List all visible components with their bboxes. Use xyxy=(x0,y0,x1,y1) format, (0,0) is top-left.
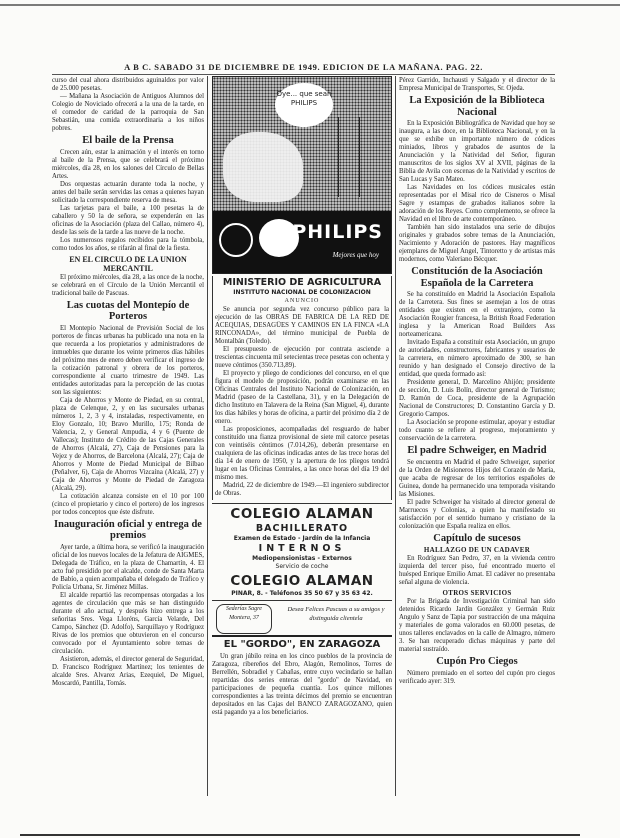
headline-inauguracion: Inauguración oficial y entrega de premios xyxy=(54,518,202,541)
paragraph: En Rodríguez San Pedro, 37, en la vivienda centro izquierda del tercer piso, fué encontrado muerto el huésped Enrique Emilio Amat. El cadáver no presentaba señal alguna de violencia. xyxy=(399,555,555,586)
left-column xyxy=(52,77,204,688)
paragraph: El presupuesto de ejecución por contrata asciende a trescientas cincuenta mil setecientas trece pesetas con ochenta y nueve céntimos (350.713,89). xyxy=(215,346,389,369)
paragraph: Las proposiciones, acompañadas del resguardo de haber constituído una fianza provisional de siete mil catorce pesetas con veintiséis céntimos (7.014,26), deberán presentarse en cualquiera de las oficinas indicadas antes de las trece horas del día 14 de enero de 1950, y la apertura de los pliegos tendrá lugar en las Oficinas Centrales, a las once horas del día 19 del mismo mes. xyxy=(215,426,389,481)
column-rule xyxy=(395,76,396,796)
paragraph: Pérez Garrido, Inchausti y Salgado y el director de la Empresa Municipal de Transportes, Sr. Ojeda. xyxy=(399,77,555,92)
gordo-article xyxy=(212,635,392,717)
paragraph: Los numerosos regalos recibidos para la tómbola, como todos los años, se rifarán al final de la fiesta. xyxy=(52,236,204,252)
paragraph: Un gran júbilo reina en los cinco pueblos de la provincia de Zaragoza, ribereños del Ebro, Alagón, Remolinos, Torres de Berrellén, Sobradiel y Cabañas, entre cuyo vecindario se hallan repartidas dos series enteras del "gordo" de Navidad, en participaciones de pequeña cuantía. Los quince millones correspondientes a las treinta décimos del premio se encuentran depositados en las Cajas del BANCO ZARAGOZANO, quien está pagando ya a los beneficiarios. xyxy=(212,653,392,716)
headline-montepio: Las cuotas del Montepío de Porteros xyxy=(66,299,190,322)
bachillerato: BACHILLERATO xyxy=(255,523,349,534)
colegio-alaman-advertisement xyxy=(212,503,392,601)
paragraph: Caja de Ahorros y Monte de Piedad, en su central, plaza de Celenque, 2, y en las sucursales urbanas números 1, 2, 3 y 4, instaladas, respectivamente, en Eloy Gonzalo, 10; Bravo Murillo, 175; Ronda de Valencia, 2, y General Ampudia, 4 y 6 (Puente de Vallecas); Instituto de Crédito de las Cajas Generales de Ahorros (Alcalá, 27), Caja de Pensiones para la Vejez y de Ahorros, de Barcelona (Alcalá, 27); Caja de Ahorros y Monte de Piedad Municipal de Bilbao (Peñalver, 6), Caja de Ahorros Vizcaína (Alcalá, 27) y Caja de Ahorros y Monte de Piedad de Zaragoza (Alcalá, 29). xyxy=(52,396,204,492)
headline-gordo: EL "GORDO", EN ZARAGOZA xyxy=(212,635,392,651)
paragraph: Presidente general, D. Marcelino Ahijón; presidente de sección, D. Luis Bolín, director general de Turismo; D. Ramón de Coca, presidente de la Agrupación Nacional de Constructores; D. Constantino García y D. Gregorio Campos. xyxy=(399,379,555,418)
sederias-logo: Sederías Sagre Montera, 37 xyxy=(216,604,272,634)
woman-illustration xyxy=(223,132,303,202)
paragraph: También han sido instalados una serie de dibujos originales y grabados sobre temas de la Anunciación, Nacimiento y Adoración de pastores. Hay magníficos ejemplares de Miguel Angel, Tintoretto y de artistas más modernos, como Valeriano Bécquer. xyxy=(399,224,555,263)
paragraph: Número premiado en el sorteo del cupón pro ciegos verificado ayer: 319. xyxy=(399,669,555,685)
examen-line: Examen de Estado - Jardín de la Infancia xyxy=(233,535,371,542)
paragraph: El próximo miércoles, día 28, a las once de la noche, se celebrará en el Círculo de la Unión Mercantil el tradicional baile de Pascuas. xyxy=(52,273,204,297)
paragraph: El alcalde repartió las recompensas otorgadas a los agentes de circulación que más se han distinguido durante el año actual, y después hizo entrega a los señoritas Sres. Vega Lloréns, García Velarde, Del Campo, Sánchez (D. Adolfo), Sarquillayo y Rodríguez Rivas de los premios que obtuvieron en el concurso convocado por el Ayuntamiento sobre temas de circulación. xyxy=(52,591,204,655)
paragraph: Madrid, 22 de diciembre de 1949.—El ingeniero subdirector de Obras. xyxy=(215,482,389,497)
paragraph: En la Exposición Bibliográfica de Navidad que hoy se inaugura, a las doce, en la Biblioteca Nacional, y en la que se exhibe un importante número de códices miniados, libros y grabados de asuntos de la Anunciación y la Natividad del Señor, figuran manuscritos de los siglos XV al XVII, páginas de la Biblia de Avila con escenas de la Natividad y escritos de San Lucas y San Mateo. xyxy=(399,120,555,183)
headline-sucesos: Capítulo de sucesos xyxy=(433,532,521,544)
paragraph: Las Navidades en los códices musicales están representadas por el Misal rico de Cisneros o Misal Sagre y estampas de grabados italianos sobre la adoración de los Reyes. Como complemento, se ofrece la Navidad en el libro de arte contemporáneo. xyxy=(399,184,555,223)
paragraph: curso del cual ahora distribuidos aguinaldos por valor de 25.000 pesetas. xyxy=(52,77,204,92)
column-rule xyxy=(207,76,208,796)
paragraph: Se ha constituído en Madrid la Asociación Española de la Carretera. Sus fines se asemejan a los de otras entidades que existen en el extranjero, como la Asociación Rougier francesa, la British Road Federation inglesa y la American Road Builders Ass norteamericana. xyxy=(399,291,555,338)
page-header: A B C. SABADO 31 DE DICIEMBRE DE 1949. EDICION DE LA MAÑANA. PAG. 22. xyxy=(52,62,555,75)
internos: INTERNOS xyxy=(258,543,346,554)
philips-slogan: Mejores que hoy xyxy=(332,251,379,259)
paragraph: Por la Brigada de Investigación Criminal han sido detenidos Ricardo Jardín González y Germán Ruiz Angulo y Sanz de Tapia por sustracción de una máquina y materiales de goma valorados en 60.000 pesetas, de unos talleres enclavados en la calle de Almagro, número 3. Se han recuperado dichas máquinas y parte del material sustraído. xyxy=(399,598,555,653)
paragraph: Las tarjetas para el baile, a 100 pesetas la de caballero y 50 la de señora, se expenderán en las oficinas de la Asociación (plaza del Callao, número 4), desde las seis de la tarde a las nueve de la noche. xyxy=(52,204,204,236)
headline-schweiger: El padre Schweiger, en Madrid xyxy=(407,445,547,456)
paragraph: Crecen aún, estar la animación y el interés en torno al baile de la Prensa, que se celebrará el próximo miércoles, día 28, en los salones del Círculo de Bellas Artes. xyxy=(52,148,204,180)
headline-baile-prensa: El baile de la Prensa xyxy=(82,135,174,146)
headline-exposicion: La Exposición de la Biblioteca Nacional xyxy=(409,95,545,118)
anuncio-label: ANUNCIO xyxy=(284,298,320,304)
paragraph: Invitado España a constituir esta Asociación, un grupo de autoridades, constructores, fabricantes y usuarios de la carretera, en número aproximado de 300, se han reunido y han designado el Consejo directivo de la entidad, que queda formado así: xyxy=(399,339,555,378)
headline-asociacion-carretera: Constitución de la Asociación Española de la Carretera xyxy=(411,266,543,289)
paragraph: El proyecto y pliego de condiciones del concurso, en el que figura el modelo de proposición, podrán examinarse en las Oficinas Centrales del Instituto Nacional de Colonización, en Madrid (paseo de la Castellana, 31), y en la Delegación de dicho Instituto en Talavera de la Reina (San Miguel, 4), durante los días hábiles y horas de oficina, a partir del próximo día 2 de enero. xyxy=(215,370,389,425)
philips-brand-band xyxy=(213,211,391,273)
headline-cupon: Cupón Pro Ciegos xyxy=(436,656,518,667)
coche-line: Servicio de coche xyxy=(275,563,329,570)
colegio-name: COLEGIO ALAMAN xyxy=(230,506,374,522)
ministerio-notice xyxy=(212,276,392,500)
subhead-otros-servicios: OTROS SERVICIOS xyxy=(442,589,512,597)
pascuas-greeting: Desea Felices Pascuas a su amigos y distinguida clientela xyxy=(287,606,385,622)
paragraph: El Montepío Nacional de Previsión Social de los porteros de fincas urbanas ha publicado una nota en la que recuerda a los propietarios y administradores de inmuebles que durante los veinte primeros días hábiles del próximo mes de enero deben verificar el ingreso de la cotización patronal y obrera de los porteros, correspondiente al cuarto trimestre de 1949. Las entidades autorizadas para la percepción de las cuotas son las siguientes: xyxy=(52,324,204,396)
paragraph: La Asociación se propone estimular, apoyar y estudiar todo cuanto se refiere al progreso, mejoramiento y conservación de la carretera. xyxy=(399,419,555,442)
paragraph: Asistieron, además, el director general de Seguridad, D. Francisco Rodríguez Martínez; los tenientes de alcalde Sres. Alvarez Arias, Ezequiel, De Miguel, Moscardó, Pantilla, Tomás. xyxy=(52,655,204,687)
paragraph: Dos orquestas actuarán durante toda la noche, y antes del baile serán servidas las cenas a quienes hayan solicitado la correspondiente reserva de mesa. xyxy=(52,180,204,204)
paragraph: El padre Schweiger ha visitado al director general de Marruecos y Colonias, a quien ha manifestado su satisfacción por el sentido humano y cristiano de la colonización que España realiza en ellos. xyxy=(399,498,555,530)
subhead-hallazgo: HALLAZGO DE UN CADAVER xyxy=(423,546,531,554)
ministerio-title: MINISTERIO DE AGRICULTURA xyxy=(222,277,382,288)
address-line: PINAR, 8. - Teléfonos 35 50 67 y 35 63 42. xyxy=(231,590,373,597)
paragraph: Se anuncia por segunda vez concurso público para la ejecución de las OBRAS DE FABRICA DE LA RED DE ACEQUIAS, DESAGÜES Y CAMINOS EN LA FINCA «LA RINCONADA», del término municipal de Puebla de Montalbán (Toledo). xyxy=(215,306,389,345)
paragraph: — Mañana la Asociación de Antiguos Alumnos del Colegio de Noviciado ofrecerá a la una de la tarde, en el comedor de caridad de la parroquia de San Sebastián, una comida extraordinaria a los niños pobres. xyxy=(52,93,204,132)
top-edge-rule xyxy=(0,4,620,6)
speech-bubble: Oye... que sean PHILIPS xyxy=(275,83,333,127)
paragraph: Se encuentra en Madrid el padre Schweiger, superior de la Orden de Misioneros Hijos del Corazón de María, que acaba de regresar de los territorios españoles de Guinea, donde ha permanecido una temporada visitando las Misiones. xyxy=(399,458,555,498)
medio-line: Mediopensionistas - Externos xyxy=(252,555,352,562)
paragraph: La cotización alcanza consiste en el 10 por 100 (cinco el propietario y cinco el portero) de los ingresos por todos conceptos que éste disfrute. xyxy=(52,492,204,516)
instituto-title: INSTITUTO NACIONAL DE COLONIZACION xyxy=(233,289,371,296)
philips-shield-logo-icon xyxy=(219,223,253,257)
right-column xyxy=(399,77,555,686)
man-illustration xyxy=(338,117,360,197)
middle-column xyxy=(212,76,392,717)
subhead-circulo: EN EL CIRCULO DE LA UNION MERCANTIL xyxy=(69,254,187,273)
paragraph: Ayer tarde, a última hora, se verificó la inauguración oficial de los nuevos locales de la Jefatura de AIGMES, Delegada de Tráfico, en la plaza de Chamartín, 4. El acto fué presidido por el alcalde, conde de Santa Marta de Babío, a quien acompañaba el delegado de Tráfico y Policía Urbana, Sr. Jiménez Millas. xyxy=(52,543,204,591)
colegio-name-2: COLEGIO ALAMAN xyxy=(230,573,374,589)
sederias-advertisement xyxy=(212,603,392,635)
philips-advertisement xyxy=(212,76,392,274)
philips-brand: PHILIPS xyxy=(292,221,383,243)
bottom-rule xyxy=(20,834,580,836)
